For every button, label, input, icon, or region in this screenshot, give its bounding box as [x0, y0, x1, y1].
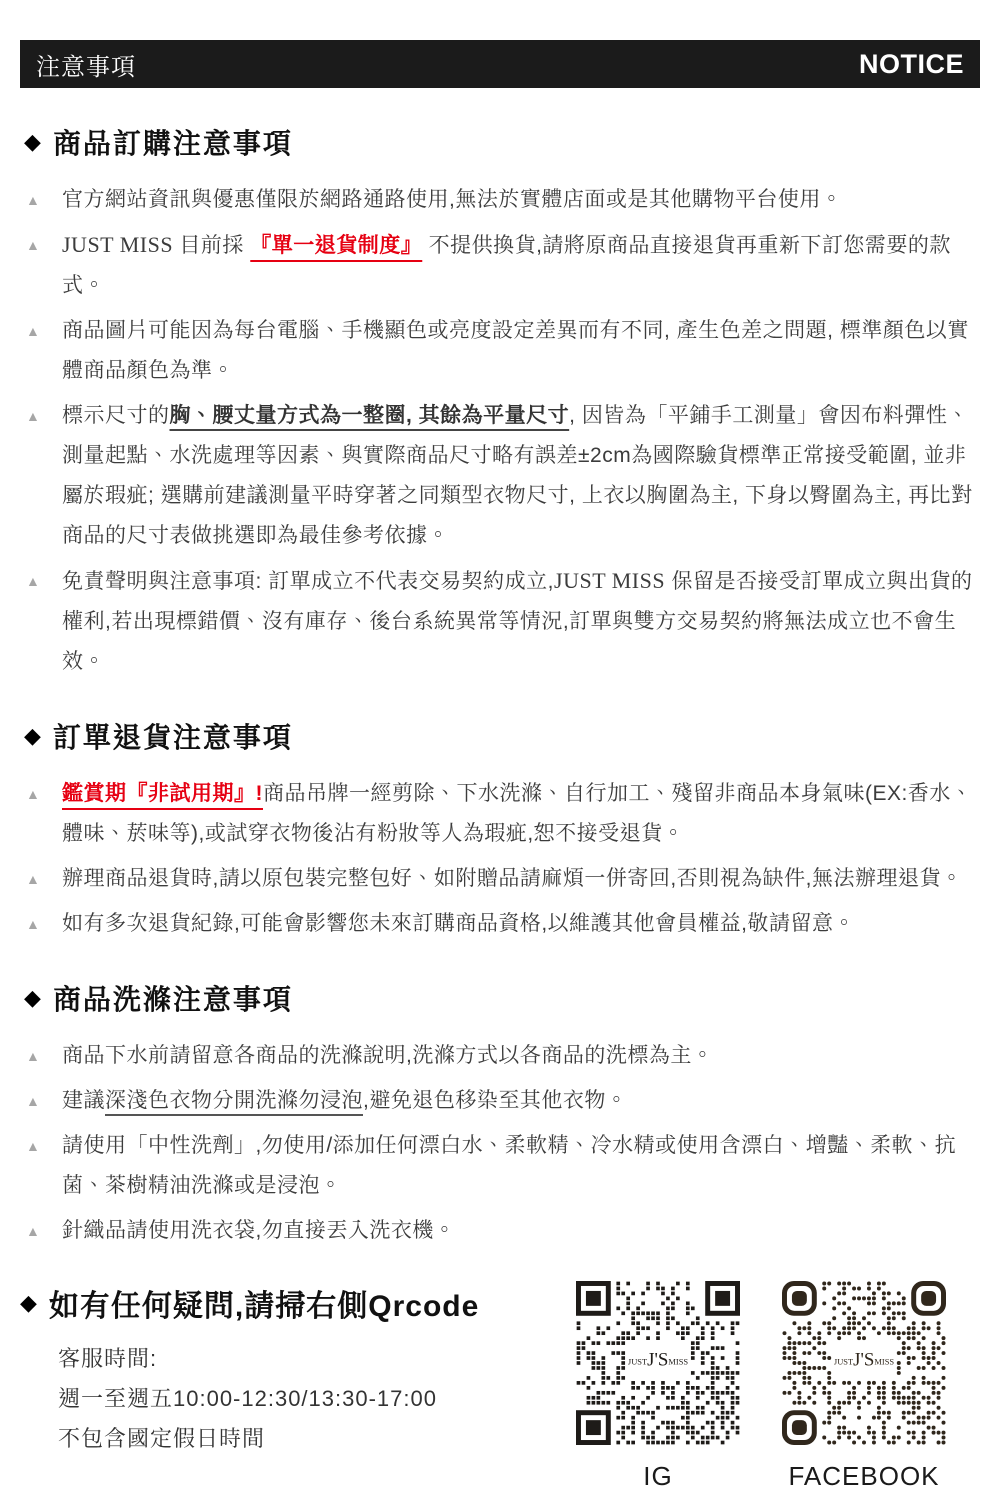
- returns-list: [20, 774, 980, 944]
- qr-label-facebook: FACEBOOK: [788, 1461, 940, 1491]
- item-text: 商品下水前請留意各商品的洗滌說明,洗滌方式以各商品的洗標為主。: [62, 1044, 714, 1067]
- notice-item: [20, 561, 980, 682]
- notice-item: [20, 1126, 980, 1206]
- svg-text:JUSTJ'SMISS: JUSTJ'SMISS: [833, 1349, 895, 1371]
- triangle-bullet-icon: ▲: [26, 408, 41, 424]
- qr-block-facebook: [782, 1281, 946, 1492]
- page-title-zh: 注意事項: [36, 53, 136, 81]
- triangle-bullet-icon: ▲: [26, 1138, 41, 1154]
- contact-heading: [20, 1281, 576, 1325]
- highlight-underline: 深淺色衣物分開洗滌勿浸泡: [105, 1089, 363, 1112]
- notice-item: [20, 225, 980, 306]
- qr-codes: [576, 1281, 980, 1492]
- contact-title: 如有任何疑問,請掃右側Qrcode: [48, 1290, 480, 1323]
- triangle-bullet-icon: ▲: [26, 573, 41, 589]
- section-title: 商品洗滌注意事項: [52, 984, 293, 1015]
- brand-name: JUST MISS: [554, 568, 666, 593]
- section-heading-ordering: [24, 122, 980, 162]
- holiday-note: 不包含國定假日時間: [58, 1426, 266, 1451]
- page-title-en: NOTICE: [858, 48, 964, 79]
- item-text: 標示尺寸的胸、腰丈量方式為一整圈, 其餘為平量尺寸, 因皆為「平鋪手工測量」會因布料彈性、測量起點、水洗處理等因素、與實際商品尺寸略有誤差±2cm為國際驗貨標準正常接受範圍, 並非屬於瑕疵; 選購前建議測量平時穿著之同類型衣物尺寸, 上衣以胸圍為主, 下身以臀圍為主, 再比對商品的尺寸表做挑選即為最佳參考依據。: [62, 404, 973, 547]
- section-title: 商品訂購注意事項: [52, 128, 293, 159]
- ordering-list: [20, 180, 980, 682]
- qr-label-ig: IG: [643, 1461, 673, 1491]
- item-text: 辦理商品退貨時,請以原包裝完整包好、如附贈品請麻煩一併寄回,否則視為缺件,無法辦理退貨。: [62, 867, 963, 890]
- washing-list: [20, 1036, 980, 1251]
- triangle-bullet-icon: ▲: [26, 192, 41, 208]
- notice-item: [20, 1081, 980, 1121]
- item-text: 針織品請使用洗衣袋,勿直接丟入洗衣機。: [62, 1219, 456, 1242]
- diamond-icon: ◆: [24, 985, 41, 1010]
- triangle-bullet-icon: ▲: [26, 916, 41, 932]
- notice-item: [20, 396, 980, 556]
- triangle-bullet-icon: ▲: [26, 1223, 41, 1239]
- notice-item: [20, 1036, 980, 1076]
- brand-name: JUST MISS: [62, 232, 174, 257]
- triangle-bullet-icon: ▲: [26, 1093, 41, 1109]
- item-text: 免責聲明與注意事項: 訂單成立不代表交易契約成立,JUST MISS 保留是否接受訂單成立與出貨的權利,若出現標錯價、沒有庫存、後台系統異常等情況,訂單與雙方交易契約將無法成立也不會生效。: [62, 568, 973, 673]
- item-text: 建議深淺色衣物分開洗滌勿浸泡,避免退色移染至其他衣物。: [62, 1089, 628, 1112]
- highlight-underline-bold: 胸、腰丈量方式為一整圈, 其餘為平量尺寸: [169, 404, 570, 427]
- notice-item: [20, 774, 980, 854]
- item-text: 商品圖片可能因為每台電腦、手機顯色或亮度設定差異而有不同, 產生色差之問題, 標準顏色以實體商品顏色為準。: [62, 319, 969, 382]
- item-text: 請使用「中性洗劑」,勿使用/添加任何漂白水、柔軟精、冷水精或使用含漂白、增豔、柔軟、抗菌、茶樹精油洗滌或是浸泡。: [62, 1134, 957, 1197]
- diamond-icon: ◆: [20, 1290, 37, 1315]
- svg-text:JUSTJ'SMISS: JUSTJ'SMISS: [627, 1349, 689, 1371]
- triangle-bullet-icon: ▲: [26, 323, 41, 339]
- highlight-red-underline: 『單一退貨制度』: [250, 234, 423, 257]
- notice-item: [20, 180, 980, 220]
- notice-item: [20, 859, 980, 899]
- service-hours-label: 客服時間:: [58, 1346, 158, 1371]
- triangle-bullet-icon: ▲: [26, 871, 41, 887]
- contact-info: [20, 1281, 576, 1492]
- diamond-icon: ◆: [24, 129, 41, 154]
- facebook-qr-code: [782, 1281, 946, 1445]
- item-text: 如有多次退貨紀錄,可能會影響您未來訂購商品資格,以維護其他會員權益,敬請留意。: [62, 912, 856, 935]
- notice-item: [20, 904, 980, 944]
- triangle-bullet-icon: ▲: [26, 786, 41, 802]
- instagram-qr-code: [576, 1281, 740, 1445]
- item-text: 鑑賞期『非試用期』!商品吊牌一經剪除、下水洗滌、自行加工、殘留非商品本身氣味(EX:香水、體味、菸味等),或試穿衣物後沾有粉妝等人為瑕疵,恕不接受退貨。: [62, 782, 973, 845]
- service-hours-value: 週一至週五10:00-12:30/13:30-17:00: [58, 1386, 437, 1411]
- header-bar: [20, 40, 980, 88]
- qr-block-ig: [576, 1281, 740, 1492]
- triangle-bullet-icon: ▲: [26, 1048, 41, 1064]
- notice-item: [20, 1211, 980, 1251]
- notice-item: [20, 311, 980, 391]
- highlight-red-underline: 鑑賞期『非試用期』!: [62, 782, 263, 805]
- section-heading-returns: [24, 716, 980, 756]
- item-text: JUST MISS 目前採 『單一退貨制度』 不提供換貨,請將原商品直接退貨再重新下訂您需要的款式。: [62, 232, 951, 297]
- section-heading-washing: [24, 978, 980, 1018]
- section-title: 訂單退貨注意事項: [52, 722, 293, 753]
- item-text: 官方網站資訊與優惠僅限於網路通路使用,無法於實體店面或是其他購物平台使用。: [62, 188, 843, 211]
- service-hours: [20, 1339, 576, 1459]
- diamond-icon: ◆: [24, 723, 41, 748]
- triangle-bullet-icon: ▲: [26, 237, 41, 253]
- contact-section: [20, 1281, 980, 1492]
